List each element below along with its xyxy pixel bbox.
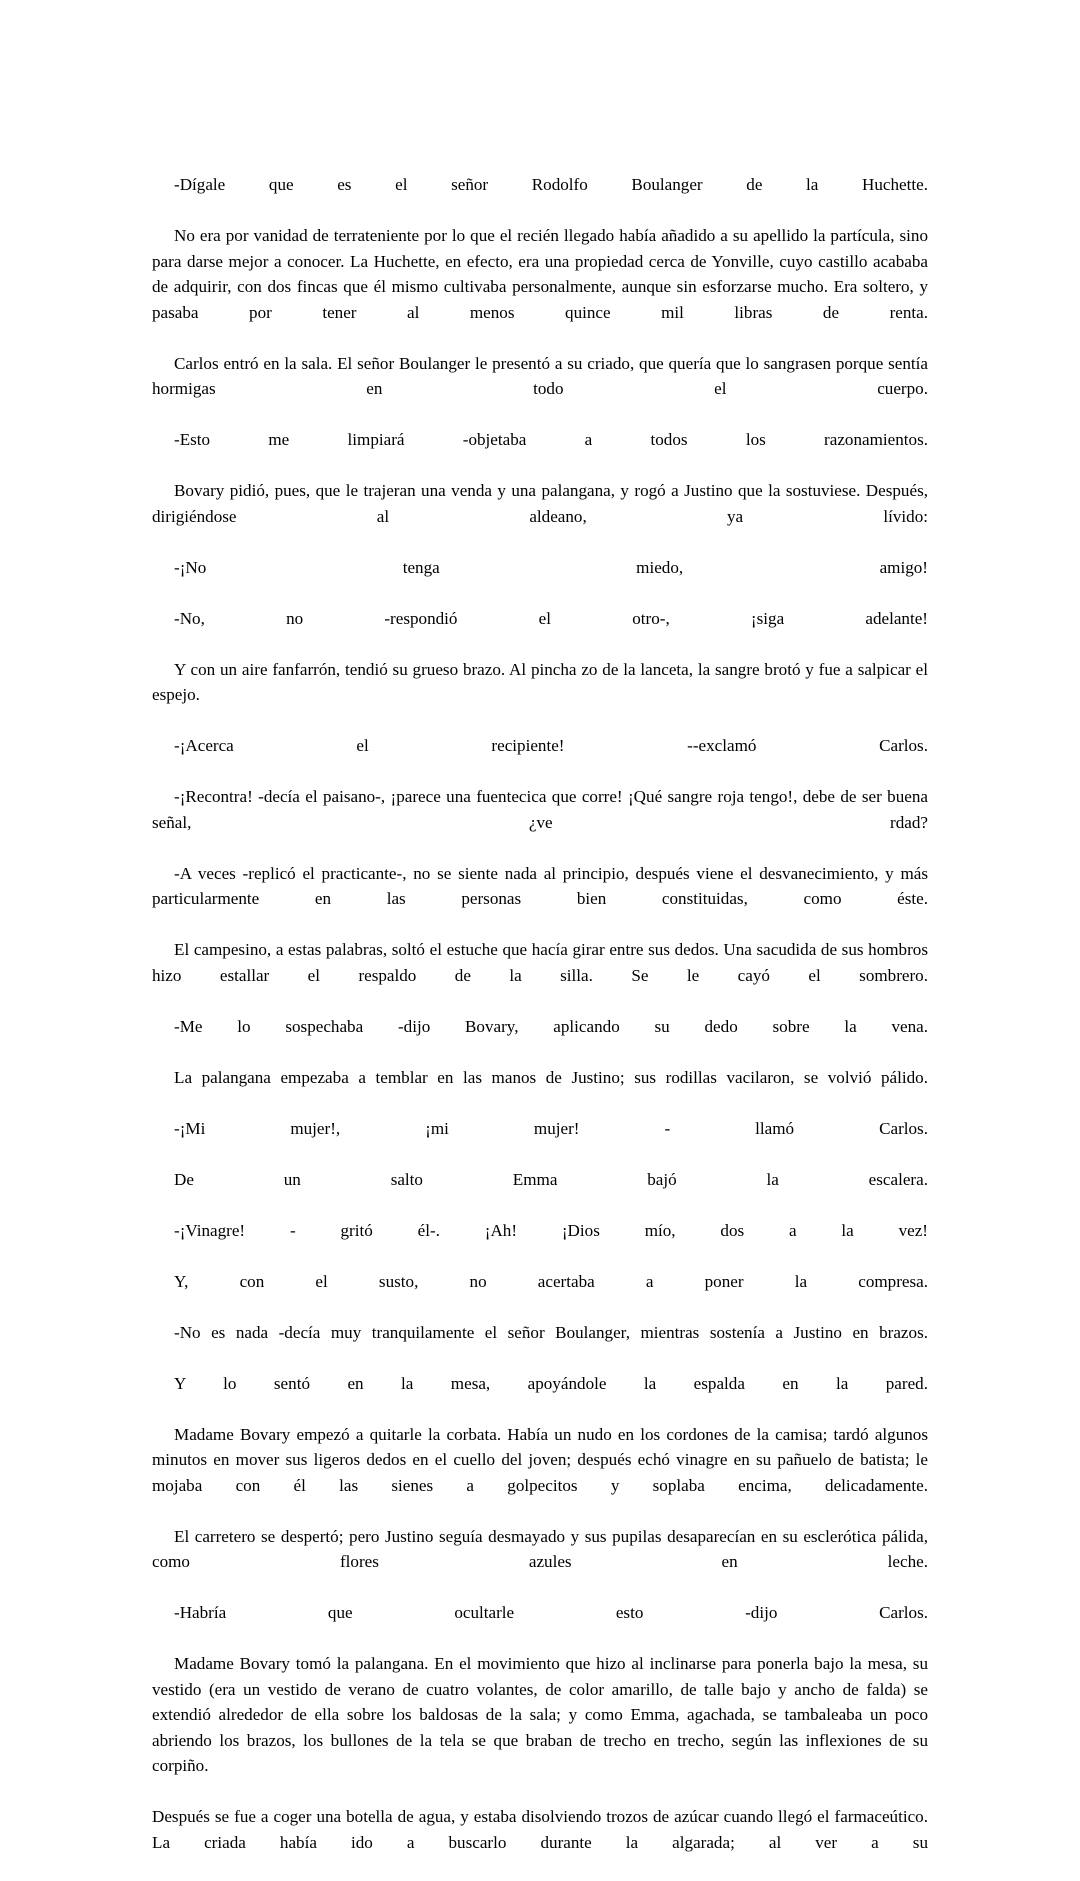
paragraph: El carretero se despertó; pero Justino seguía desmayado y sus pupilas desaparecían en su esclerótica pálida, como flores azules en leche. bbox=[152, 1526, 928, 1571]
paragraph: De un salto Emma bajó la escalera. bbox=[174, 1169, 928, 1189]
paragraph: -Dígale que es el señor Rodolfo Boulanger de la Huchette. bbox=[174, 175, 928, 194]
paragraph: -No, no -respondió el otro-, ¡siga adelante! bbox=[174, 608, 928, 628]
paragraph: Madame Bovary empezó a quitarle la corbata. Había un nudo en los cordones de la camisa; tardó algunos minutos en mover sus ligeros dedos en el cuello del joven; después echó vinagre en su pañuelo de batista; le mojaba con él las sienes a golpecitos y soplaba encima, delicadamente. bbox=[152, 1424, 928, 1495]
paragraph: Y lo sentó en la mesa, apoyándole la espalda en la pared. bbox=[174, 1373, 928, 1393]
paragraph: Y, con el susto, no acertaba a poner la compresa. bbox=[174, 1271, 928, 1291]
paragraph: -¡No tenga miedo, amigo! bbox=[174, 557, 928, 577]
paragraph: El campesino, a estas palabras, soltó el estuche que hacía girar entre sus dedos. Una sacudida de sus hombros hizo estallar el respaldo de la silla. Se le cayó el sombrero. bbox=[152, 940, 928, 985]
paragraph: La palangana empezaba a temblar en las manos de Justino; sus rodillas vacilaron, se volvió pálido. bbox=[174, 1067, 928, 1087]
paragraph: Después se fue a coger una botella de agua, y estaba disolviendo trozos de azúcar cuando llegó el farmaceútico. La criada había ido a buscarlo durante la algarada; al ver a su bbox=[152, 1807, 928, 1852]
paragraph: -¡Acerca el recipiente! --exclamó Carlos. bbox=[174, 736, 928, 755]
paragraph: -Habría que ocultarle esto -dijo Carlos. bbox=[174, 1603, 928, 1622]
paragraph: No era por vanidad de terrateniente por lo que el recién llegado había añadido a su apellido la partícula, sino para darse mejor a conocer. La Huchette, en efecto, era una propiedad cerca de Yonville, cuyo castillo acababa de adquirir, con dos fincas que él mismo cultivaba personalmente, aunque sin esforzarse mucho. Era soltero, y pasaba por tener al menos quince mil libras de renta. bbox=[152, 226, 928, 322]
paragraph: -¡Vinagre! - gritó él-. ¡Ah! ¡Dios mío, dos a la vez! bbox=[174, 1220, 928, 1240]
paragraph: -No es nada -decía muy tranquilamente el señor Boulanger, mientras sostenía a Justino en brazos. bbox=[174, 1322, 928, 1342]
paragraph: -A veces -replicó el practicante-, no se siente nada al principio, después viene el desvanecimiento, y más particularmente en las personas bien constituidas, como éste. bbox=[152, 863, 928, 908]
paragraph: Y con un aire fanfarrón, tendió su grueso brazo. Al pincha zo de la lanceta, la sangre brotó y fue a salpicar el espejo. bbox=[152, 659, 928, 704]
paragraph: Carlos entró en la sala. El señor Boulanger le presentó a su criado, que quería que lo sangrasen porque sentía hormigas en todo el cuerpo. bbox=[152, 353, 928, 398]
paragraph: -Esto me limpiará -objetaba a todos los razonamientos. bbox=[174, 430, 928, 449]
paragraph: Bovary pidió, pues, que le trajeran una venda y una palangana, y rogó a Justino que la sostuviese. Después, dirigiéndose al aldeano, ya lívido: bbox=[152, 481, 928, 526]
paragraph: -Me lo sospechaba -dijo Bovary, aplicando su dedo sobre la vena. bbox=[174, 1016, 928, 1036]
paragraph: Madame Bovary tomó la palangana. En el movimiento que hizo al inclinarse para ponerla bajo la mesa, su vestido (era un vestido de verano de cuatro volantes, de color amarillo, de talle bajo y ancho de falda) se extendió alrededor de ella sobre los baldosas de la sala; y como Emma, agachada, se tambaleaba un poco abriendo los brazos, los bullones de la tela se que braban de trecho en trecho, según las inflexiones de su corpiño. bbox=[152, 1654, 928, 1775]
paragraph: -¡Recontra! -decía el paisano-, ¡parece una fuentecica que corre! ¡Qué sangre roja tengo!, debe de ser buena señal, ¿ve rdad? bbox=[152, 787, 928, 832]
paragraph: -¡Mi mujer!, ¡mi mujer! - llamó Carlos. bbox=[174, 1118, 928, 1138]
body-text-column bbox=[152, 172, 928, 1881]
